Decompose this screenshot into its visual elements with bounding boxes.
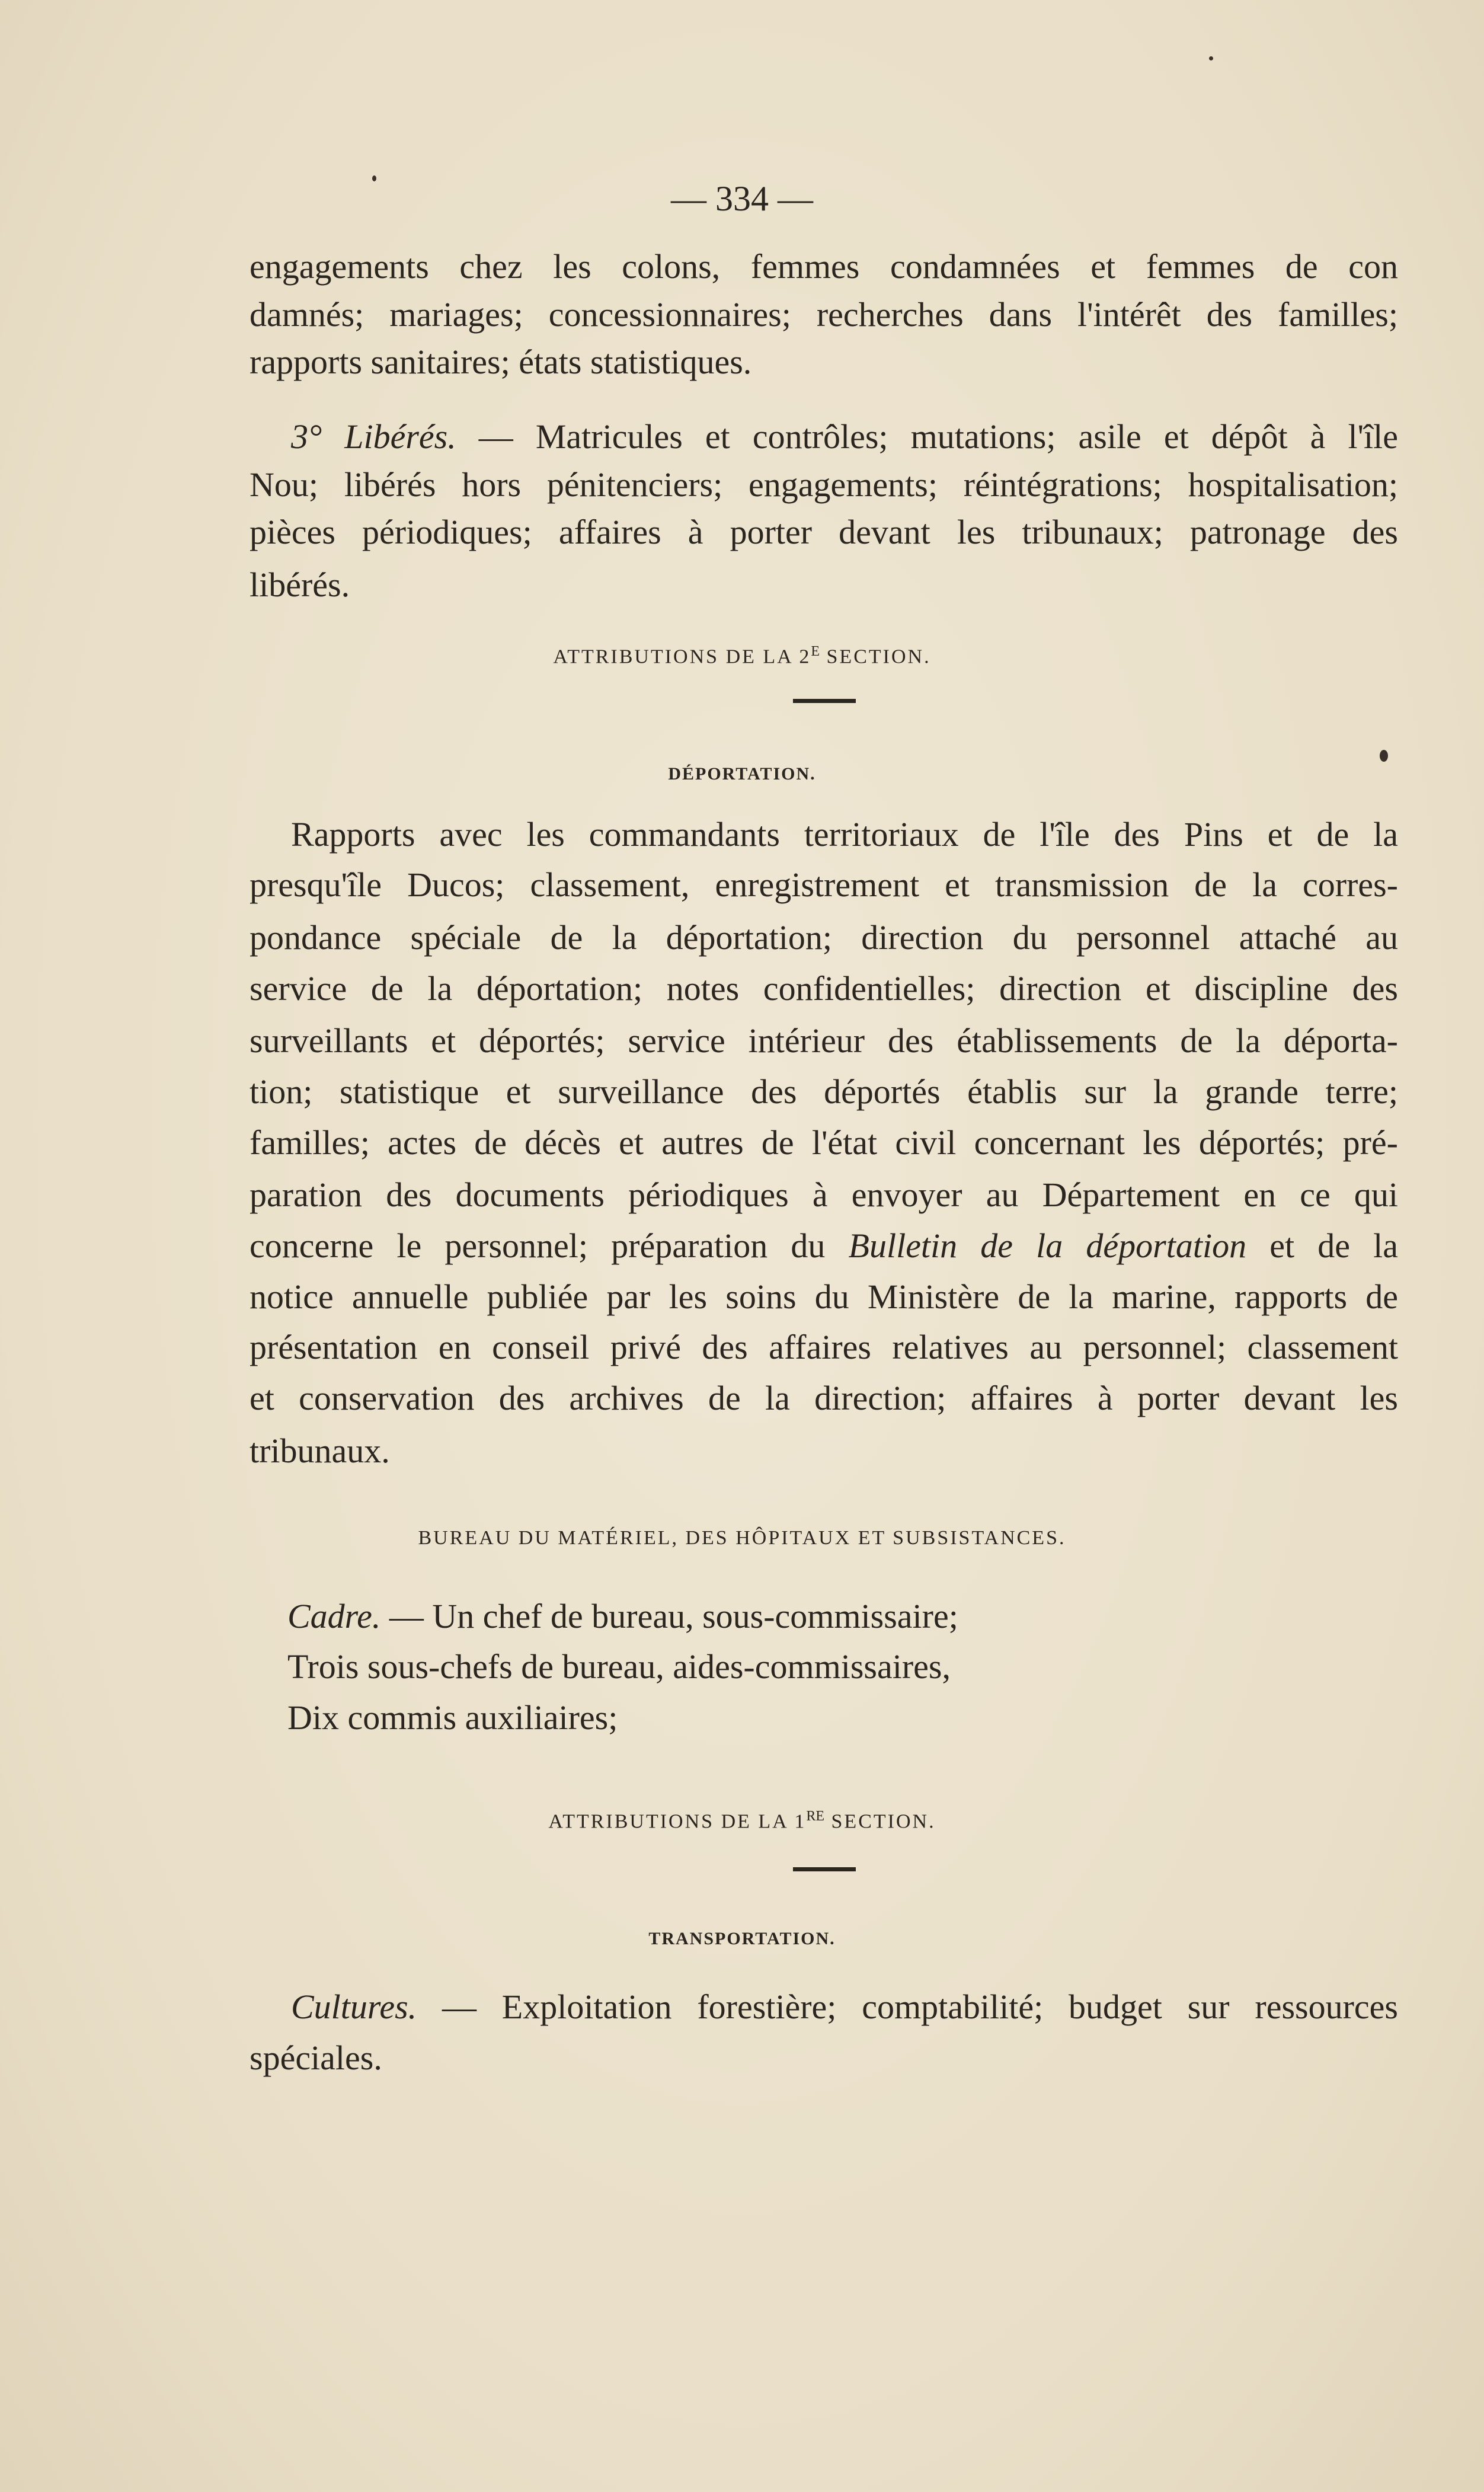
text-span: — Exploitation forestière; comptabilité; budget sur ressources [417,1988,1398,2026]
text-line: tion; statistique et surveillance des déportés établis sur la grande terre; [250,1072,1398,1111]
text-line: Nou; libérés hors pénitenciers; engagements; réintégrations; hospitalisation; [250,465,1398,504]
heading-sup: RE [806,1809,825,1824]
text-line: service de la déportation; notes confidentielles; direction et discipline des [250,969,1398,1008]
text-line: libérés. [250,566,350,604]
cadre-line [287,1593,1176,1640]
text-line: engagements chez les colons, femmes condamnées et femmes de con [250,247,1398,286]
heading-attributions-1re-section [0,1798,1484,1834]
text-line: familles; actes de décès et autres de l'état civil concernant les déportés; pré- [250,1123,1398,1162]
text-line: notice annuelle publiée par les soins du Ministère de la marine, rapports de [250,1277,1398,1316]
text-line: tribunaux. [250,1432,390,1470]
text-line: surveillants et déportés; service intérieur des établissements de la déporta- [250,1021,1398,1060]
heading-sup: E [811,644,820,659]
text-line: presqu'île Ducos; classement, enregistrement et transmission de la corres- [250,865,1398,904]
text-line: pièces périodiques; affaires à porter devant les tribunaux; patronage des [250,513,1398,551]
text-line: présentation en conseil privé des affaires relatives au personnel; classement [250,1328,1398,1366]
cultures-line [291,1983,1398,2031]
text-line: Trois sous-chefs de bureau, aides-commissaires, [287,1647,951,1686]
divider-rule [793,699,856,703]
heading-text: ATTRIBUTIONS DE LA 1 [548,1810,807,1833]
heading-bureau-materiel: BUREAU DU MATÉRIEL, DES HÔPITAUX ET SUBSISTANCES. [418,1527,1066,1549]
section-lead: 3° Libérés. [291,417,456,456]
text-span: concerne le personnel; préparation du [250,1226,849,1265]
text-span: — Matricules et contrôles; mutations; asile et dépôt à l'île [456,417,1398,456]
heading-tail: SECTION. [820,646,931,668]
heading-text: ATTRIBUTIONS DE LA 2 [553,646,811,668]
ink-speck [1209,56,1213,60]
heading-transportation: TRANSPORTATION. [648,1929,836,1948]
text-span: et de la [1246,1226,1398,1265]
page-number: — 334 — [671,179,813,218]
text-line: pondance spéciale de la déportation; direction du personnel attaché au [250,918,1398,957]
bulletin-line [250,1222,1398,1270]
text-line: Dix commis auxiliaires; [287,1698,618,1737]
divider-rule [793,1867,856,1871]
heading-tail: SECTION. [824,1810,936,1833]
text-line: damnés; mariages; concessionnaires; recherches dans l'intérêt des familles; [250,295,1398,334]
text-line: rapports sanitaires; états statistiques. [250,343,752,381]
text-line: Rapports avec les commandants territoriaux de l'île des Pins et de la [291,815,1398,854]
section-lead: Cadre. [287,1597,381,1635]
text-line: paration des documents périodiques à envoyer au Département en ce qui [250,1175,1398,1214]
text-line: spéciales. [250,2039,382,2077]
section-lead: Cultures. [291,1988,417,2026]
text-span: — Un chef de bureau, sous-commissaire; [380,1597,958,1635]
text-line: et conservation des archives de la direction; affaires à porter devant les [250,1379,1398,1417]
heading-attributions-2e-section [0,634,1484,669]
heading-deportation: DÉPORTATION. [668,764,816,784]
liberes-paragraph-first-line [291,413,1398,461]
publication-title: Bulletin de la déportation [848,1226,1247,1265]
